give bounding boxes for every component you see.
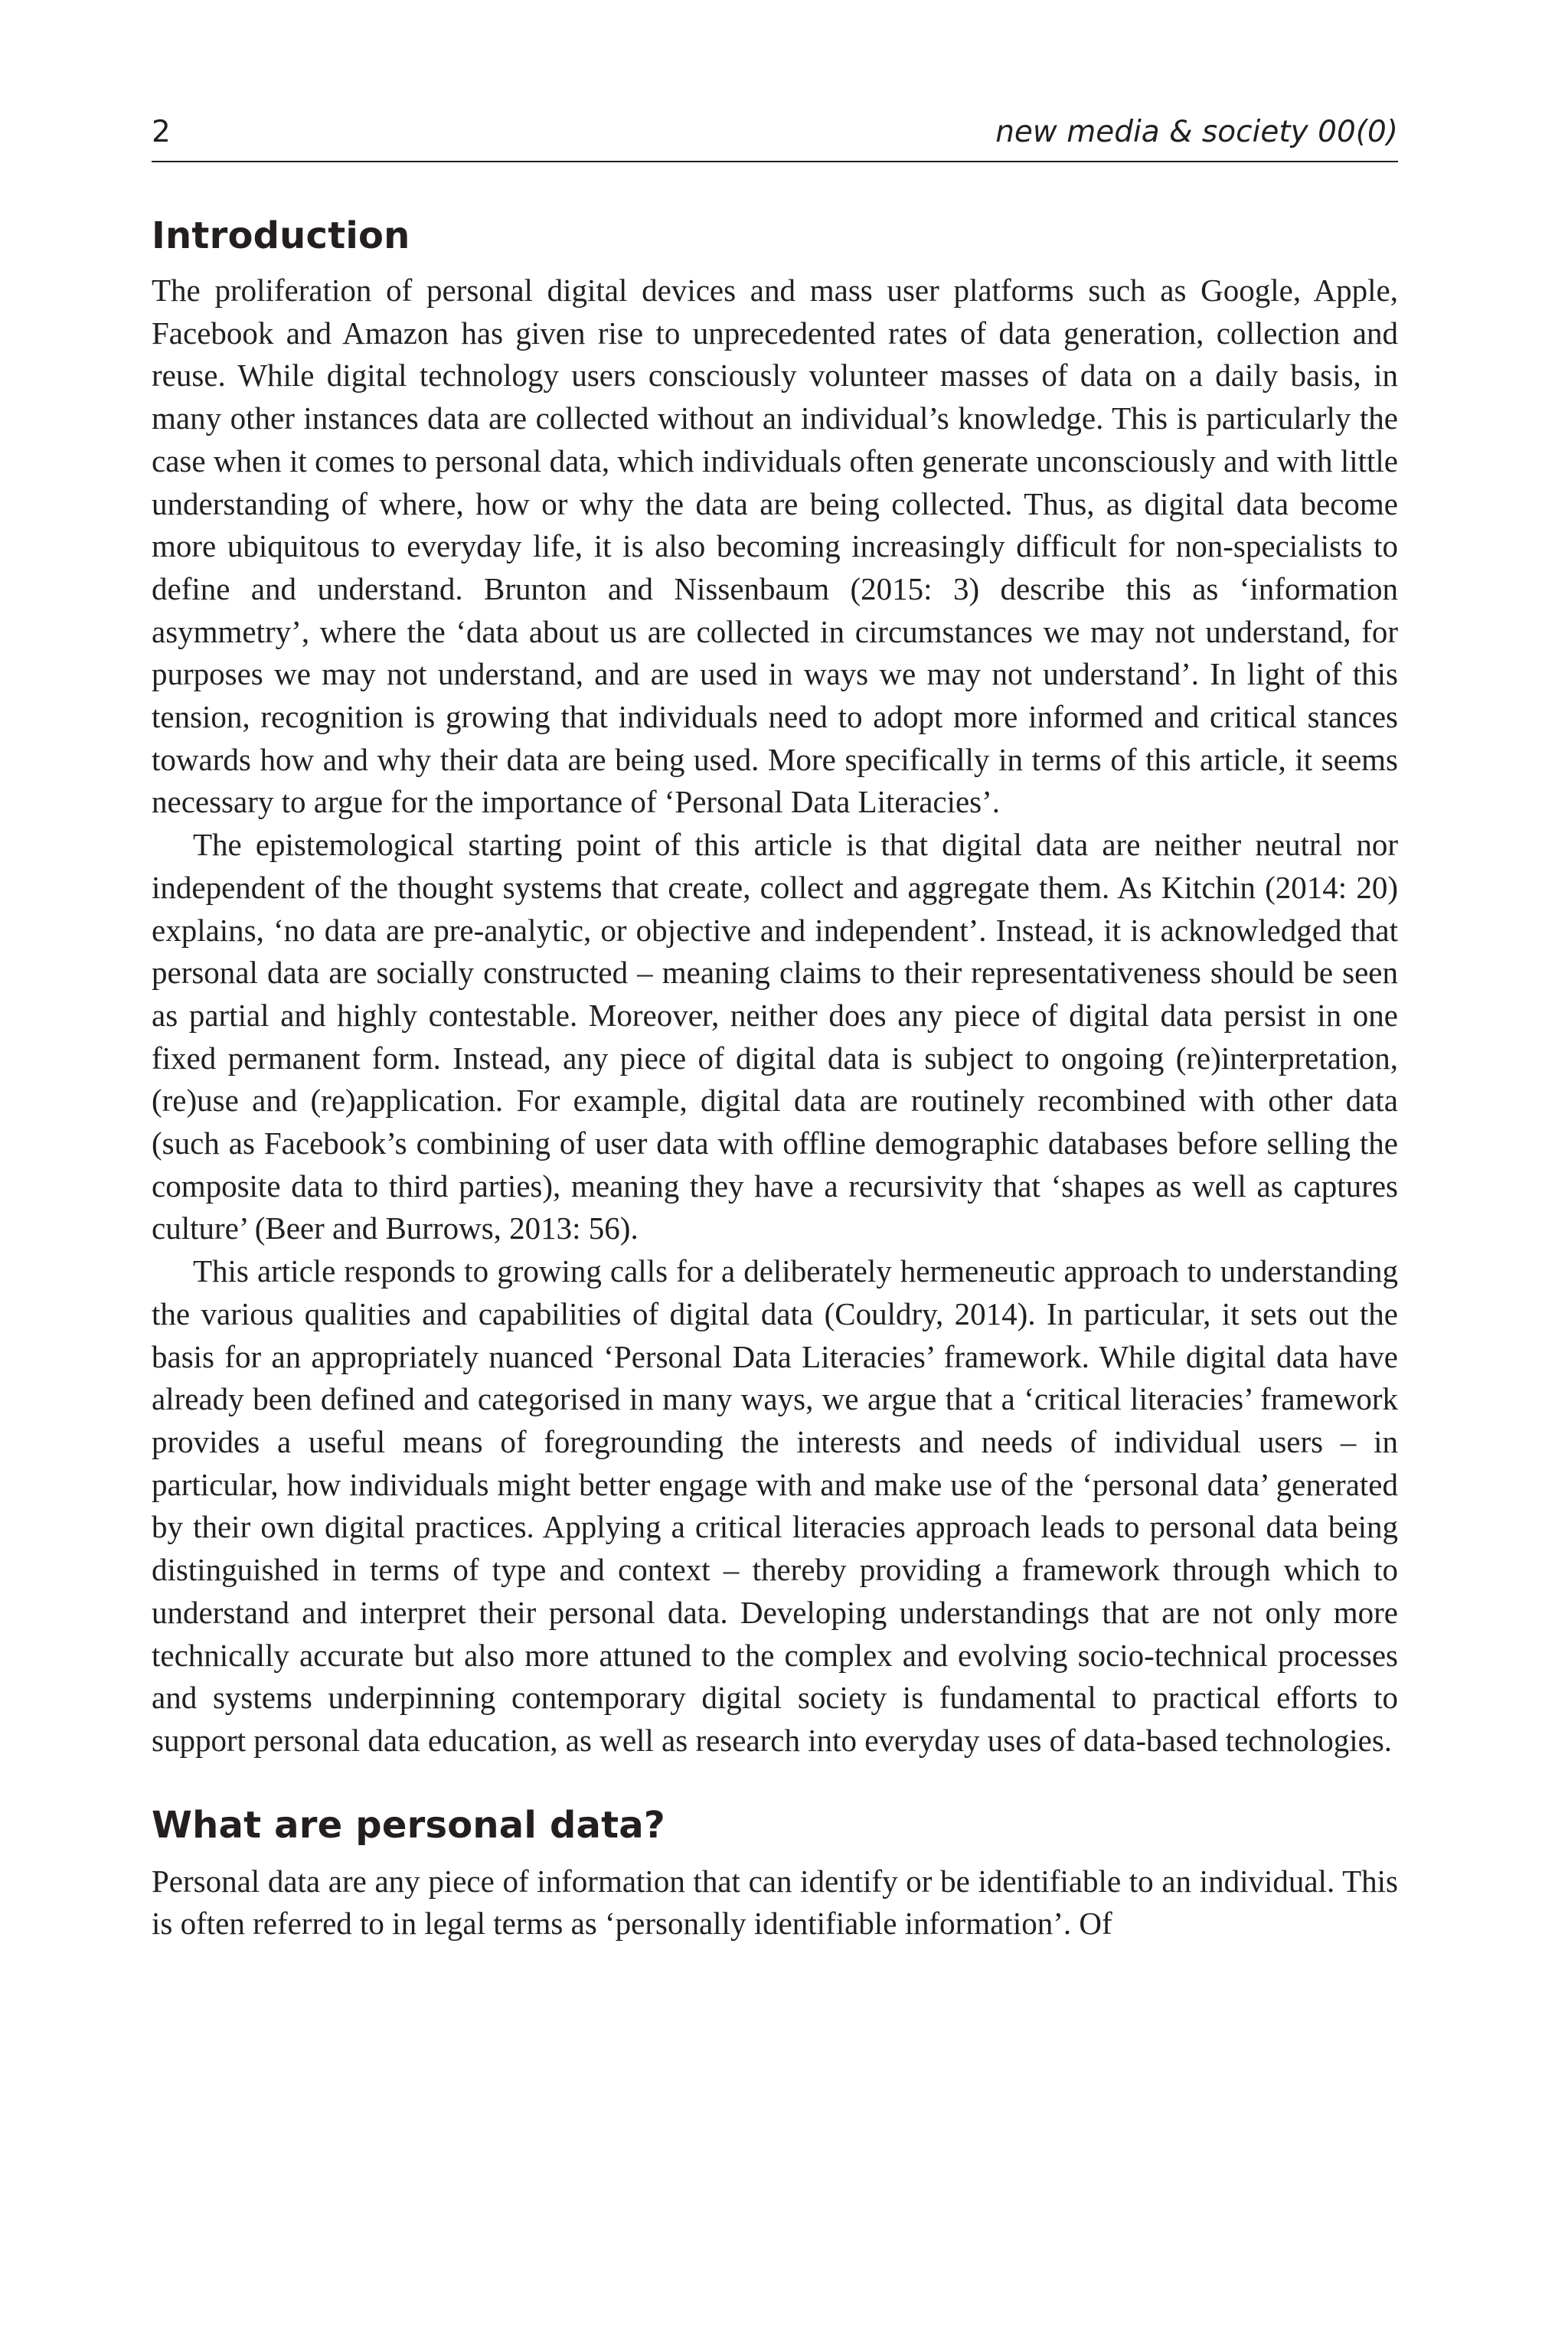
journal-title: new media & society 00(0) <box>995 115 1398 149</box>
section-heading-personal-data: What are personal data? <box>152 1803 665 1847</box>
introduction-paragraph-2: The epistemological starting point of this article is that digital data are neither neutral nor independent of the thought systems that create, collect and aggregate them. As Kitchin (2014: 20) explains, ‘no data are pre-analytic, or objective and independent’. Instead, it is acknowledged that personal data are socially constructed – meaning claims to their representativeness should be seen as partial and highly contestable. Moreover, neither does any piece of digital data persist in one fixed permanent form. Instead, any piece of digital data is subject to ongoing (re)interpretation, (re)use and (re)application. For example, digital data are routinely recombined with other data (such as Facebook’s combining of user data with offline demographic databases before selling the composite data to third parties), meaning they have a recursivity that ‘shapes as well as captures culture’ (Beer and Burrows, 2013: 56). <box>152 827 1398 1246</box>
introduction-paragraph-1: The proliferation of personal digital devices and mass user platforms such as Google, Apple, Facebook and Amazon has given rise to unprecedented rates of data generation, collection and reuse. While digital technology users consciously volunteer masses of data on a daily basis, in many other instances data are collected without an individual’s knowledge. This is particularly the case when it comes to personal data, which individuals often generate unconsciously and with little understanding of where, how or why the data are being collected. Thus, as digital data become more ubiquitous to everyday life, it is also becoming increasingly difficult for non-specialists to define and understand. Brunton and Nissenbaum (2015: 3) describe this as ‘information asymmetry’, where the ‘data about us are collected in circumstances we may not understand, for purposes we may not understand, and are used in ways we may not understand’. In light of this tension, recognition is growing that individuals need to adopt more informed and critical stances towards how and why their data are being used. More specifically in terms of this article, it seems necessary to argue for the importance of ‘Personal Data Literacies’. <box>152 273 1398 820</box>
introduction-paragraph-3: This article responds to growing calls for a deliberately hermeneutic approach to understanding the various qualities and capabilities of digital data (Couldry, 2014). In particular, it sets out the basis for an appropriately nuanced ‘Personal Data Literacies’ framework. While digital data have already been defined and categorised in many ways, we argue that a ‘critical literacies’ framework provides a useful means of foregrounding the interests and needs of individual users – in particular, how individuals might better engage with and make use of the ‘personal data’ generated by their own digital practices. Applying a critical literacies approach leads to personal data being distinguished in terms of type and context – thereby providing a framework through which to understand and interpret their personal data. Developing understandings that are not only more technically accurate but also more attuned to the complex and evolving socio-technical processes and systems underpinning contemporary digital society is fundamental to practical efforts to support personal data education, as well as research into everyday uses of data-based technologies. <box>152 1253 1398 1758</box>
section-heading-introduction: Introduction <box>152 214 410 257</box>
page-number: 2 <box>152 115 171 149</box>
journal-page <box>152 107 1398 1945</box>
personal-data-section <box>152 1802 1398 1945</box>
personal-data-paragraph-1: Personal data are any piece of information that can identify or be identifiable to an individual. This is often referred to in legal terms as ‘personally identifiable information’. Of <box>152 1863 1398 1942</box>
introduction-section <box>152 213 1398 1762</box>
running-head <box>152 107 1398 162</box>
